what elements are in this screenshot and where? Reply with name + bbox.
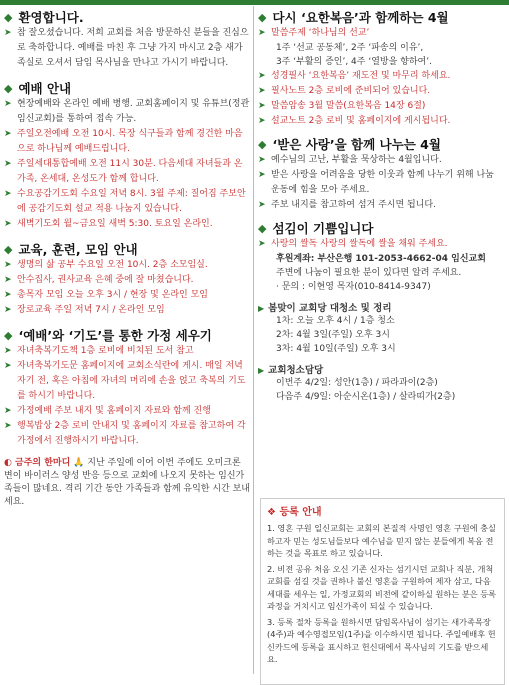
education-item: ➤ 안수집사, 권사교육 은혜 중에 잘 마쳤습니다. bbox=[4, 273, 251, 288]
arrow-icon: ➤ bbox=[4, 129, 12, 139]
arrow-icon: ➤ bbox=[4, 421, 12, 431]
arrow-icon: ➤ bbox=[4, 189, 12, 199]
register-paragraph: 3. 등록 절차 등록을 원하시면 담임목사님이 섬기는 새가족목장(4주)과 예수영접모임(1주)을 이수하시면 됩니다. 주일예배후 헌신카드에 등록을 표시하고 헌신대에서 목사님의 기도를 받으세요. bbox=[267, 616, 496, 664]
family-item: ➤ 행복밥상 2층 로비 안내지 및 홈페이지 자료를 참고하여 각 가정에서 진행하시기 바랍니다. bbox=[4, 421, 246, 446]
john-section bbox=[258, 8, 505, 129]
arrow-icon: ➤ bbox=[258, 239, 266, 249]
duty-row: 다음주 4/9일: 아순시온(1층) / 살라띠가(2층) bbox=[276, 392, 456, 402]
cleaning-section bbox=[258, 300, 505, 356]
family-item: ➤ 자녀축복기도책 1층 로비에 비치된 도서 참고 bbox=[4, 344, 251, 359]
love-title: ◆ ‘받은 사랑’을 함께 나누는 4월 bbox=[258, 137, 441, 152]
register-box bbox=[260, 498, 505, 685]
cleaning-title: ▶ 봄맞이 교회당 대청소 및 정리 bbox=[258, 303, 392, 314]
arrow-icon: ➤ bbox=[4, 346, 12, 356]
triangle-icon: ▶ bbox=[258, 304, 265, 313]
arrow-icon: ➤ bbox=[4, 361, 12, 371]
diamond-icon: ◆ bbox=[4, 328, 13, 342]
diamond-icon: ◆ bbox=[258, 10, 267, 24]
john-item: ➤ 설교노트 2층 로비 및 홈페이지에 게시됩니다. bbox=[258, 114, 505, 129]
family-item: ➤ 가정예배 주보 내지 및 홈페이지 자료와 함께 진행 bbox=[4, 404, 251, 419]
education-title: ◆ 교육, 훈련, 모임 안내 bbox=[4, 242, 138, 257]
arrow-icon: ➤ bbox=[4, 219, 12, 229]
worship-title: ◆ 예배 안내 bbox=[4, 81, 72, 96]
arrow-icon: ➤ bbox=[4, 290, 12, 300]
arrow-icon: ➤ bbox=[258, 200, 266, 210]
worship-section bbox=[4, 79, 251, 232]
cleaning-row: 3차: 4월 10일(주일) 오후 3시 bbox=[276, 344, 396, 354]
arrow-icon: ➤ bbox=[258, 71, 266, 81]
arrow-icon: ➤ bbox=[4, 159, 12, 169]
arrow-icon: ➤ bbox=[258, 28, 266, 38]
love-item: ➤ 받은 사랑을 어려움을 당한 이웃과 함께 나누기 위해 나눔 운동에 힘을 모아 주세요. bbox=[258, 170, 494, 195]
john-item: ➤ 말씀주제 ‘하나님의 선교’ bbox=[258, 26, 505, 41]
arrow-icon: ➤ bbox=[4, 260, 12, 270]
arrow-icon: ➤ bbox=[258, 155, 266, 165]
serve-contact: · 문의 : 이현영 목자(010-8414-9347) bbox=[276, 282, 431, 292]
duty-title: ▶ 교회청소담당 bbox=[258, 365, 324, 376]
love-section bbox=[258, 135, 505, 213]
john-subline: 1주 ‘선교 공동체’, 2주 ‘파송의 이유’, bbox=[276, 43, 424, 53]
education-section bbox=[4, 240, 251, 318]
duty-section bbox=[258, 362, 505, 404]
register-title: ❖ 등록 안내 bbox=[267, 507, 322, 518]
duty-row: 이번주 4/2일: 성안(1층) / 파라과이(2층) bbox=[276, 378, 438, 388]
family-title: ◆ ‘예배’와 ‘기도’를 통한 가정 세우기 bbox=[4, 328, 212, 343]
worship-item: ➤ 새벽기도회 월~금요일 새벽 5:30. 토요일 온라인. bbox=[4, 217, 251, 232]
family-section bbox=[4, 326, 251, 449]
diamond-icon: ◆ bbox=[258, 221, 267, 235]
prayer-title: ◐ 금주의 한마디 bbox=[4, 458, 71, 468]
john-item: ➤ 필사노트 2층 로비에 준비되어 있습니다. bbox=[258, 84, 505, 99]
prayer-text-block: ◐ 금주의 한마디 🙏 지난 주일에 이어 이번 주에도 오미크론 변이 바이러스 양성 반응 등으로 교회에 나오지 못하는 임신가족들이 많네요. 격리 기간 동안 가족들과 함께 유익한 시간 보내세요. bbox=[4, 458, 250, 507]
welcome-title: ◆ 환영합니다. bbox=[4, 10, 84, 25]
arrow-icon: ➤ bbox=[258, 116, 266, 126]
love-item: ➤ 주보 내지를 참고하여 섬겨 주시면 됩니다. bbox=[258, 198, 505, 213]
worship-item: ➤ 주일오전예배 오전 10시. 목장 식구들과 함께 경건한 마음으로 하나님께 예배드립니다. bbox=[4, 129, 243, 154]
love-item: ➤ 예수님의 고난, 부활을 묵상하는 4월입니다. bbox=[258, 153, 505, 168]
arrow-icon: ➤ bbox=[258, 101, 266, 111]
john-item: ➤ 말씀암송 3월 말씀(요한복음 14장 6절) bbox=[258, 99, 505, 114]
education-item: ➤ 장로교육 주일 저녁 7시 / 온라인 모임 bbox=[4, 303, 251, 318]
top-accent-bar bbox=[0, 0, 509, 5]
left-column bbox=[4, 8, 251, 509]
register-paragraph: 2. 비전 공유 처음 오신 기존 신자는 섬기시던 교회나 직분, 개척교회를 섬길 것을 권하나 불신 영혼을 구원하여 제자 삼고, 다음 세대를 세우는 일, 가정교회의 비전에 같이하실 원하는 분은 등록 과정을 거치시고 임신가족이 되실 수 있습니다. bbox=[267, 563, 497, 611]
education-item: ➤ 생명의 삶 공부 수요일 오전 10시. 2층 소모임실. bbox=[4, 258, 251, 273]
diamond-icon: ◆ bbox=[4, 10, 13, 24]
john-title: ◆ 다시 ‘요한복음’과 함께하는 4월 bbox=[258, 10, 449, 25]
arrow-icon: ➤ bbox=[4, 28, 12, 38]
diamond-icon: ◆ bbox=[4, 81, 13, 95]
welcome-item: ➤ 참 잘오셨습니다. 저희 교회를 처음 방문하신 분들을 진심으로 축하합니다. 예배를 마친 후 그냥 가지 마시고 2층 새가족실로 오셔서 담임 목사님을 만나고 가시기 바랍니다. bbox=[4, 28, 249, 68]
right-column bbox=[258, 8, 505, 664]
john-item: ➤ 성경필사 ‘요한복음’ 재도전 및 마무리 하세요. bbox=[258, 69, 505, 84]
welcome-section bbox=[4, 8, 251, 71]
prayer-section bbox=[4, 457, 251, 509]
pray-icon: 🙏 bbox=[73, 458, 85, 468]
arrow-icon: ➤ bbox=[4, 275, 12, 285]
john-subline: 3주 ‘부활의 증인’, 4주 ‘열방을 향하여’. bbox=[276, 57, 432, 67]
serve-item: ➤ 사랑의 쌀독 사랑의 쌀독에 쌀을 채워 주세요. bbox=[258, 237, 505, 252]
worship-item: ➤ 수요공감기도회 수요일 저녁 8시. 3월 주제: 질어짐 주보안에 공감기도회 설교 적용 나눔지 있습니다. bbox=[4, 189, 246, 214]
diamond-icon: ◆ bbox=[4, 242, 13, 256]
triangle-icon: ▶ bbox=[258, 366, 265, 375]
serve-account: 후원계좌: 부산은행 101-2053-4662-04 임신교회 bbox=[276, 254, 486, 264]
arrow-icon: ➤ bbox=[4, 406, 12, 416]
arrow-icon: ➤ bbox=[258, 86, 266, 96]
serve-title: ◆ 섬김이 기쁨입니다 bbox=[258, 221, 374, 236]
arrow-icon: ➤ bbox=[4, 99, 12, 109]
register-paragraph: 1. 영혼 구원 일신교회는 교회의 본질적 사명인 영혼 구원에 충실하고자 믿는 성도님들보다 예수님을 믿지 않는 분들에게 복음 전하는 것을 목표로 하고 있습니다. bbox=[267, 523, 496, 558]
arrow-icon: ➤ bbox=[4, 305, 12, 315]
arrow-icon: ➤ bbox=[258, 170, 266, 180]
register-icon: ❖ bbox=[267, 507, 276, 518]
cleaning-row: 2차: 4월 3일(주일) 오후 3시 bbox=[276, 330, 390, 340]
worship-item: ➤ 현장예배와 온라인 예배 병행. 교회홈페이지 및 유튜브(정관임신교회)를 통하여 접속 가능. bbox=[4, 99, 250, 124]
cleaning-row: 1차: 오늘 오후 4시 / 1층 청소 bbox=[276, 316, 395, 326]
column-divider bbox=[253, 6, 254, 674]
worship-item: ➤ 주일세대통합예배 오전 11시 30분. 다음세대 자녀들과 온가족, 온세대, 온성도가 함께 합니다. bbox=[4, 159, 243, 184]
family-item: ➤ 자녀축복기도문 홈페이지에 교회소식란에 게시. 매일 저녁 자기 전, 혹은 아침에 자녀의 머리에 손을 얹고 축복의 기도를 하시기 바랍니다. bbox=[4, 361, 246, 401]
education-item: ➤ 총목자 모임 오늘 오후 3시 / 현장 및 온라인 모임 bbox=[4, 288, 251, 303]
diamond-icon: ◆ bbox=[258, 137, 267, 151]
serve-subline: 주변에 나눔이 필요한 분이 있다면 알려 주세요. bbox=[276, 268, 462, 278]
serve-section bbox=[258, 219, 505, 294]
